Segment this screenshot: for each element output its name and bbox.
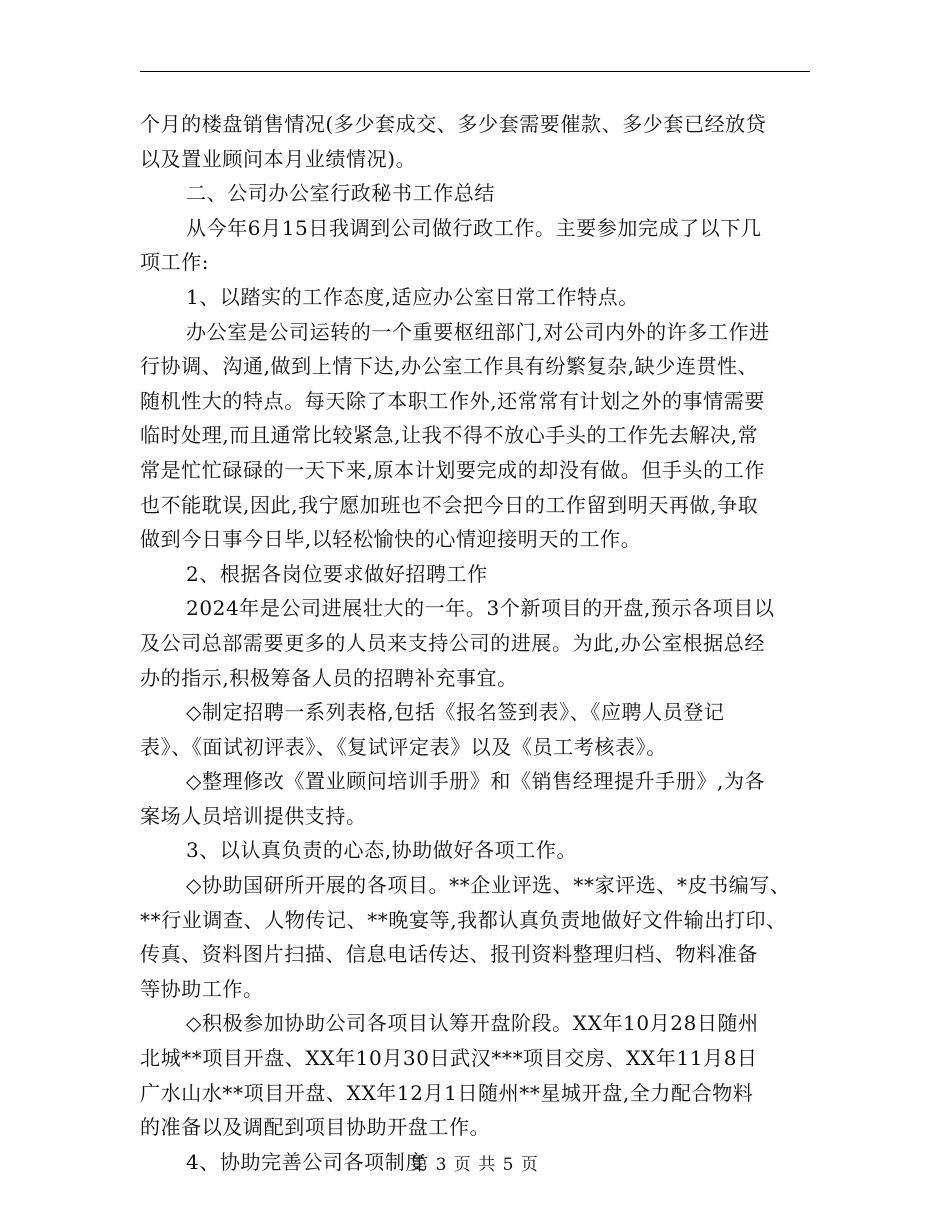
text-line: 做到今日事今日毕,以轻松愉快的心情迎接明天的工作。 xyxy=(140,527,642,552)
bullet-line: ◇整理修改《置业顾问培训手册》和《销售经理提升手册》,为各 xyxy=(186,769,766,794)
text-line: 常是忙忙碌碌的一天下来,原本计划要完成的却没有做。但手头的工作 xyxy=(140,457,765,482)
text-line: 办公室是公司运转的一个重要枢纽部门,对公司内外的许多工作进 xyxy=(186,319,770,344)
subsection-heading: 1、以踏实的工作态度,适应办公室日常工作特点。 xyxy=(186,284,639,309)
text-line: 2024年是公司进展壮大的一年。3个新项目的开盘,预示各项目以 xyxy=(186,596,775,621)
text-line: 个月的楼盘销售情况(多少套成交、多少套需要催款、多少套已经放贷 xyxy=(140,112,767,136)
text-line: 项工作: xyxy=(140,250,210,275)
text-line: 及公司总部需要更多的人员来支持公司的进展。为此,办公室根据总经 xyxy=(140,630,765,655)
header-rule xyxy=(140,71,810,72)
text-line: 的准备以及调配到项目协助开盘工作。 xyxy=(140,1115,491,1140)
subsection-heading: 2、根据各岗位要求做好招聘工作 xyxy=(186,561,488,586)
text-line: 也不能耽误,因此,我宁愿加班也不会把今日的工作留到明天再做,争取 xyxy=(140,492,759,517)
text-line: **行业调查、人物传记、**晚宴等,我都认真负责地做好文件输出打印、 xyxy=(140,907,787,932)
text-line: 办的指示,积极筹备人员的招聘补充事宜。 xyxy=(140,665,518,690)
text-line: 以及置业顾问本月业绩情况)。 xyxy=(140,146,417,171)
bullet-line: ◇制定招聘一系列表格,包括《报名签到表》、《应聘人员登记 xyxy=(186,700,725,725)
bullet-line: ◇积极参加协助公司各项目认筹开盘阶段。XX年10月28日随州 xyxy=(186,1011,759,1036)
text-line: 案场人员培训提供支持。 xyxy=(140,803,367,828)
document-body xyxy=(140,107,820,1179)
text-line: 等协助工作。 xyxy=(140,976,264,1001)
bullet-line: ◇协助国研所开展的各项目。**企业评选、**家评选、*皮书编写、 xyxy=(186,873,791,898)
text-line: 北城**项目开盘、XX年10月30日武汉***项目交房、XX年11月8日 xyxy=(140,1046,758,1071)
page-number-footer: 第 3 页 共 5 页 xyxy=(411,1155,539,1175)
text-line: 从今年6月15日我调到公司做行政工作。主要参加完成了以下几 xyxy=(186,215,762,240)
text-line: 传真、资料图片扫描、信息电话传达、报刊资料整理归档、物料准备 xyxy=(140,942,758,967)
section-heading: 二、公司办公室行政秘书工作总结 xyxy=(186,181,495,206)
text-line: 表》、《面试初评表》、《复试评定表》以及《员工考核表》。 xyxy=(140,734,667,759)
subsection-heading: 4、协助完善公司各项制度 xyxy=(186,1149,426,1174)
text-line: 临时处理,而且通常比较紧急,让我不得不放心手头的工作先去解决,常 xyxy=(140,423,759,448)
text-line: 广水山水**项目开盘、XX年12月1日随州**星城开盘,全力配合物料 xyxy=(140,1080,754,1105)
text-line: 随机性大的特点。每天除了本职工作外,还常常有计划之外的事情需要 xyxy=(140,388,765,413)
subsection-heading: 3、以认真负责的心态,协助做好各项工作。 xyxy=(186,838,578,863)
text-line: 行协调、沟通,做到上情下达,办公室工作具有纷繁复杂,缺少连贯性、 xyxy=(140,354,759,379)
